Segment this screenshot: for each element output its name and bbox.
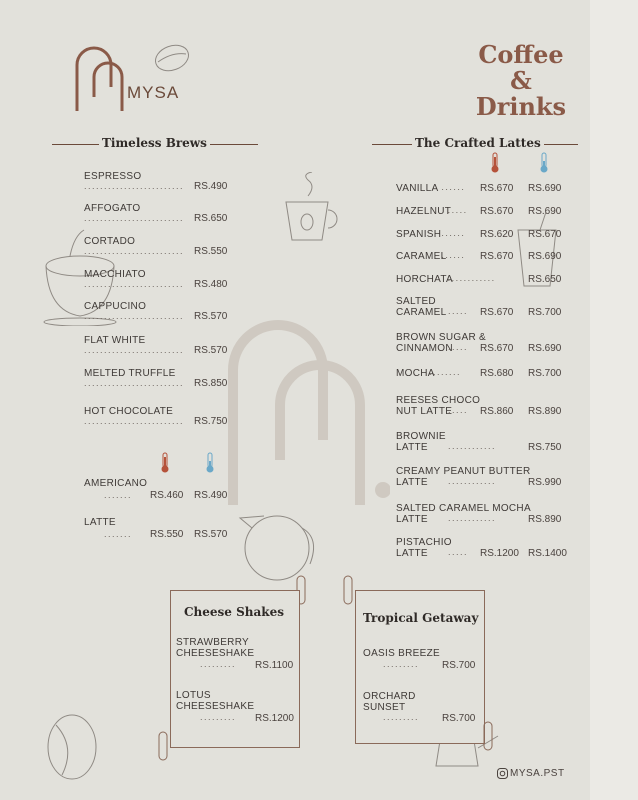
cold-price: RS.650 xyxy=(528,274,562,285)
item-price: RS.570 xyxy=(194,311,228,322)
item-name: LATTE xyxy=(84,517,116,528)
coffee-pot-icon xyxy=(232,498,322,588)
cold-price: RS.700 xyxy=(528,307,562,318)
coffee-bean-icon xyxy=(150,38,194,78)
title-line-3: Drinks xyxy=(475,92,567,121)
timeless-title: Timeless Brews xyxy=(99,136,210,150)
cheese-title: Cheese Shakes xyxy=(184,605,284,619)
item-name-line2: LATTE xyxy=(396,442,428,453)
page-edge xyxy=(590,0,638,800)
cold-price: RS.690 xyxy=(528,343,562,354)
cold-price: RS.890 xyxy=(528,406,562,417)
hot-price: RS.860 xyxy=(480,406,514,417)
item-name: AFFOGATO xyxy=(84,203,141,214)
item-price: RS.570 xyxy=(194,345,228,356)
coffee-beans-icon xyxy=(42,705,102,785)
dot-leader: ..... xyxy=(448,306,469,316)
item-name: MACCHIATO xyxy=(84,269,146,280)
item-name: BROWNIE xyxy=(396,431,446,442)
item-name-line2: LATTE xyxy=(396,477,428,488)
dot-leader: ......................... xyxy=(84,213,185,223)
item-price: RS.1100 xyxy=(255,660,294,671)
cold-price: RS.990 xyxy=(528,477,562,488)
hot-price: RS.680 xyxy=(480,368,514,379)
cold-price: RS.690 xyxy=(528,251,562,262)
tropical-title: Tropical Getaway xyxy=(363,611,479,625)
dot-leader: ....... xyxy=(104,490,133,500)
title-line-2: & xyxy=(510,66,532,95)
cold-price: RS.570 xyxy=(194,529,228,540)
hot-price: RS.670 xyxy=(480,206,514,217)
instagram-icon xyxy=(497,768,508,779)
item-name: SPANISH xyxy=(396,229,442,240)
dot-leader: ......... xyxy=(383,712,420,722)
item-name: PISTACHIO xyxy=(396,537,452,548)
item-name-line2: CINNAMON xyxy=(396,343,453,354)
dot-leader: ...... xyxy=(441,182,466,192)
clip-icon xyxy=(482,720,494,752)
item-name-line2: LATTE xyxy=(396,514,428,525)
item-price: RS.650 xyxy=(194,213,228,224)
hot-price: RS.1200 xyxy=(480,548,519,559)
dot-leader: ............ xyxy=(448,476,497,486)
item-name: HAZELNUT xyxy=(396,206,452,217)
cold-thermometer-icon xyxy=(205,452,215,474)
item-price: RS.700 xyxy=(442,713,476,724)
cold-price: RS.1400 xyxy=(528,548,567,559)
dot-leader: ......... xyxy=(383,659,420,669)
item-name: AMERICANO xyxy=(84,478,148,489)
item-name: VANILLA xyxy=(396,183,439,194)
item-name: FLAT WHITE xyxy=(84,335,146,346)
item-name: SALTED xyxy=(396,296,436,307)
dot-leader: ......................... xyxy=(84,246,185,256)
clip-icon xyxy=(342,574,354,606)
item-name: ESPRESSO xyxy=(84,171,142,182)
item-name-line2: SUNSET xyxy=(363,702,406,713)
cold-price: RS.700 xyxy=(528,368,562,379)
item-name-line2: CHEESESHAKE xyxy=(176,701,255,712)
hot-price: RS.670 xyxy=(480,307,514,318)
item-name: HOT CHOCOLATE xyxy=(84,406,174,417)
dot-leader: ....... xyxy=(104,529,133,539)
hot-thermometer-icon xyxy=(490,152,500,174)
coffee-cup-icon xyxy=(278,172,340,244)
social-handle: MYSA.PST xyxy=(510,768,565,779)
clip-icon xyxy=(157,730,169,762)
item-price: RS.850 xyxy=(194,378,228,389)
dot-leader: ..... xyxy=(448,342,469,352)
dot-leader: ......... xyxy=(200,712,237,722)
monogram-watermark xyxy=(225,310,390,510)
dot-leader: ......... xyxy=(200,659,237,669)
item-name-line2: CHEESESHAKE xyxy=(176,648,255,659)
item-name-line2: LATTE xyxy=(396,548,428,559)
hot-thermometer-icon xyxy=(160,452,170,474)
item-name: CORTADO xyxy=(84,236,136,247)
item-name-line2: CARAMEL xyxy=(396,307,447,318)
item-name: ORCHARD xyxy=(363,691,416,702)
hot-price: RS.670 xyxy=(480,251,514,262)
item-name: CREAMY PEANUT BUTTER xyxy=(396,466,531,477)
cold-price: RS.690 xyxy=(528,206,562,217)
cold-price: RS.490 xyxy=(194,490,228,501)
item-name: SALTED CARAMEL MOCHA xyxy=(396,503,531,514)
item-name: BROWN SUGAR & xyxy=(396,332,487,343)
item-name: STRAWBERRY xyxy=(176,637,250,648)
dot-leader: ......................... xyxy=(84,378,185,388)
item-name: LOTUS xyxy=(176,690,211,701)
dot-leader: ...... xyxy=(441,228,466,238)
item-name: MELTED TRUFFLE xyxy=(84,368,176,379)
item-price: RS.550 xyxy=(194,246,228,257)
hot-price: RS.670 xyxy=(480,183,514,194)
item-price: RS.700 xyxy=(442,660,476,671)
dot-leader: ......................... xyxy=(84,181,185,191)
dot-leader: ............ xyxy=(448,513,497,523)
brand-name: MYSA xyxy=(127,83,180,102)
item-name: CAPPUCINO xyxy=(84,301,147,312)
item-name: CARAMEL xyxy=(396,251,447,262)
dot-leader: ............ xyxy=(448,441,497,451)
item-price: RS.490 xyxy=(194,181,228,192)
dot-leader: ......................... xyxy=(84,345,185,355)
item-price: RS.750 xyxy=(194,416,228,427)
item-name: OASIS BREEZE xyxy=(363,648,440,659)
dot-leader: ............ xyxy=(447,273,496,283)
cold-thermometer-icon xyxy=(539,152,549,174)
cold-price: RS.750 xyxy=(528,442,562,453)
dot-leader: ......................... xyxy=(84,416,185,426)
dot-leader: ......................... xyxy=(84,279,185,289)
cold-price: RS.690 xyxy=(528,183,562,194)
item-name: MOCHA xyxy=(396,368,435,379)
crafted-title: The Crafted Lattes xyxy=(412,136,544,150)
hot-price: RS.670 xyxy=(480,343,514,354)
hot-price: RS.460 xyxy=(150,490,184,501)
cold-price: RS.890 xyxy=(528,514,562,525)
dot-leader: ..... xyxy=(448,405,469,415)
item-name: REESES CHOCO xyxy=(396,395,481,406)
title-line-1: Coffee xyxy=(478,40,564,69)
hot-price: RS.620 xyxy=(480,229,514,240)
cold-price: RS.670 xyxy=(528,229,562,240)
item-name-line2: NUT LATTE xyxy=(396,406,453,417)
mysa-logo xyxy=(74,45,129,113)
item-price: RS.480 xyxy=(194,279,228,290)
hot-price: RS.550 xyxy=(150,529,184,540)
dot-leader: ..... xyxy=(447,205,468,215)
dot-leader: ...... xyxy=(441,250,466,260)
dot-leader: ..... xyxy=(448,547,469,557)
dot-leader: ........ xyxy=(429,367,462,377)
dot-leader: ......................... xyxy=(84,311,185,321)
item-name: HORCHATA xyxy=(396,274,454,285)
item-price: RS.1200 xyxy=(255,713,294,724)
